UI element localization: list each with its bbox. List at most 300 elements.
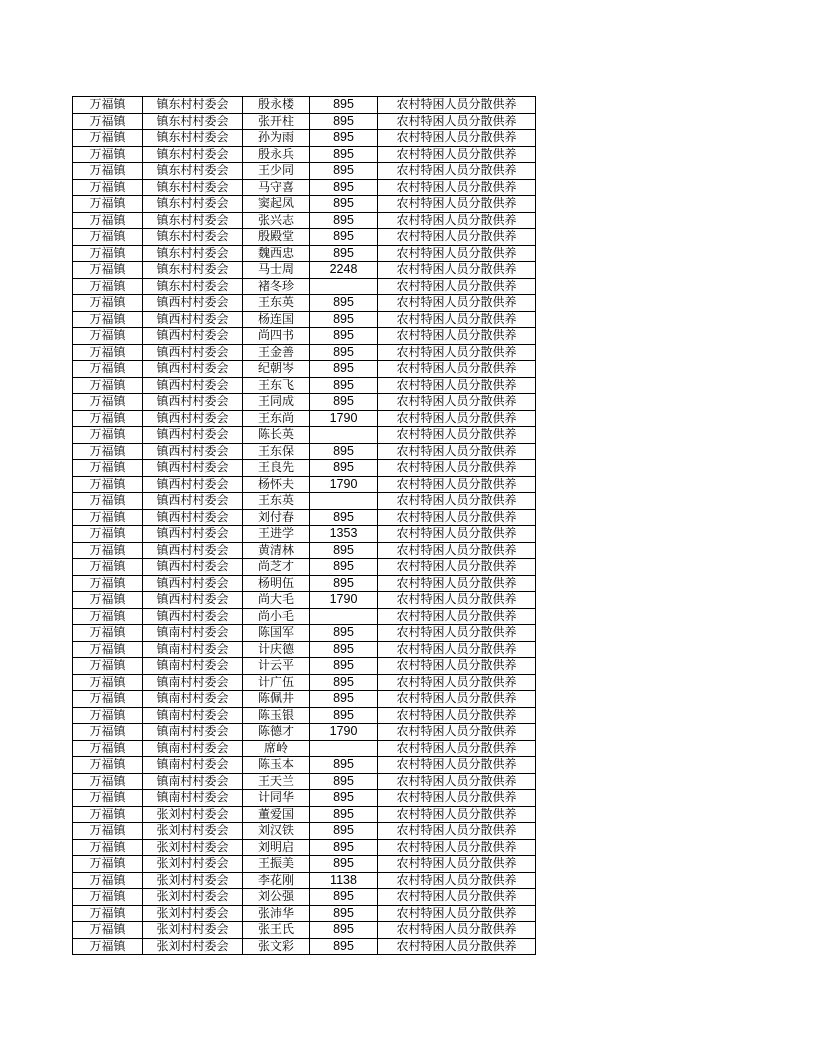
cell-town: 万福镇 xyxy=(73,262,143,279)
cell-category: 农村特困人员分散供养 xyxy=(378,724,536,741)
cell-category: 农村特困人员分散供养 xyxy=(378,905,536,922)
cell-town: 万福镇 xyxy=(73,278,143,295)
cell-category: 农村特困人员分散供养 xyxy=(378,460,536,477)
table-row xyxy=(73,641,536,658)
cell-village-committee: 镇西村村委会 xyxy=(143,592,243,609)
cell-village-committee: 张刘村村委会 xyxy=(143,922,243,939)
table-row xyxy=(73,377,536,394)
table-row xyxy=(73,278,536,295)
table-row xyxy=(73,130,536,147)
cell-town: 万福镇 xyxy=(73,344,143,361)
cell-town: 万福镇 xyxy=(73,740,143,757)
table-row xyxy=(73,740,536,757)
cell-person-name: 李花刚 xyxy=(243,872,310,889)
table-row xyxy=(73,311,536,328)
cell-person-name: 褚冬珍 xyxy=(243,278,310,295)
cell-amount: 895 xyxy=(310,806,378,823)
cell-person-name: 计庆德 xyxy=(243,641,310,658)
cell-category: 农村特困人员分散供养 xyxy=(378,163,536,180)
cell-village-committee: 张刘村村委会 xyxy=(143,872,243,889)
cell-town: 万福镇 xyxy=(73,113,143,130)
cell-town: 万福镇 xyxy=(73,757,143,774)
table-row xyxy=(73,427,536,444)
cell-person-name: 尚芝才 xyxy=(243,559,310,576)
cell-person-name: 董爱国 xyxy=(243,806,310,823)
cell-town: 万福镇 xyxy=(73,295,143,312)
cell-person-name: 马士周 xyxy=(243,262,310,279)
cell-amount: 895 xyxy=(310,856,378,873)
cell-amount: 895 xyxy=(310,361,378,378)
cell-village-committee: 镇东村村委会 xyxy=(143,130,243,147)
cell-town: 万福镇 xyxy=(73,889,143,906)
table-row xyxy=(73,806,536,823)
cell-amount: 895 xyxy=(310,97,378,114)
cell-person-name: 窦起凤 xyxy=(243,196,310,213)
cell-town: 万福镇 xyxy=(73,922,143,939)
cell-person-name: 张开柱 xyxy=(243,113,310,130)
cell-person-name: 马守喜 xyxy=(243,179,310,196)
cell-village-committee: 张刘村村委会 xyxy=(143,806,243,823)
cell-person-name: 杨怀夫 xyxy=(243,476,310,493)
cell-category: 农村特困人员分散供养 xyxy=(378,328,536,345)
cell-person-name: 刘明启 xyxy=(243,839,310,856)
cell-person-name: 殷永楼 xyxy=(243,97,310,114)
cell-town: 万福镇 xyxy=(73,641,143,658)
cell-village-committee: 张刘村村委会 xyxy=(143,839,243,856)
cell-category: 农村特困人员分散供养 xyxy=(378,542,536,559)
cell-category: 农村特困人员分散供养 xyxy=(378,559,536,576)
cell-town: 万福镇 xyxy=(73,509,143,526)
table-row xyxy=(73,146,536,163)
table-row xyxy=(73,542,536,559)
cell-town: 万福镇 xyxy=(73,542,143,559)
cell-village-committee: 镇南村村委会 xyxy=(143,707,243,724)
cell-village-committee: 镇东村村委会 xyxy=(143,179,243,196)
cell-person-name: 王良先 xyxy=(243,460,310,477)
cell-category: 农村特困人员分散供养 xyxy=(378,773,536,790)
cell-person-name: 王东英 xyxy=(243,295,310,312)
cell-category: 农村特困人员分散供养 xyxy=(378,922,536,939)
cell-amount xyxy=(310,740,378,757)
cell-category: 农村特困人员分散供养 xyxy=(378,196,536,213)
cell-village-committee: 镇东村村委会 xyxy=(143,212,243,229)
cell-person-name: 杨明伍 xyxy=(243,575,310,592)
cell-category: 农村特困人员分散供养 xyxy=(378,707,536,724)
table-row xyxy=(73,245,536,262)
cell-person-name: 刘公强 xyxy=(243,889,310,906)
table-row xyxy=(73,526,536,543)
cell-person-name: 王同成 xyxy=(243,394,310,411)
cell-village-committee: 镇西村村委会 xyxy=(143,410,243,427)
cell-amount: 895 xyxy=(310,196,378,213)
cell-town: 万福镇 xyxy=(73,575,143,592)
table-row xyxy=(73,410,536,427)
cell-amount: 1790 xyxy=(310,592,378,609)
cell-town: 万福镇 xyxy=(73,410,143,427)
cell-village-committee: 镇西村村委会 xyxy=(143,344,243,361)
cell-village-committee: 镇西村村委会 xyxy=(143,377,243,394)
cell-person-name: 魏西忠 xyxy=(243,245,310,262)
cell-town: 万福镇 xyxy=(73,179,143,196)
table-row xyxy=(73,295,536,312)
cell-town: 万福镇 xyxy=(73,724,143,741)
table-row xyxy=(73,344,536,361)
cell-person-name: 张兴志 xyxy=(243,212,310,229)
cell-town: 万福镇 xyxy=(73,427,143,444)
cell-town: 万福镇 xyxy=(73,245,143,262)
cell-amount: 1790 xyxy=(310,476,378,493)
cell-category: 农村特困人员分散供养 xyxy=(378,625,536,642)
cell-amount: 895 xyxy=(310,113,378,130)
cell-category: 农村特困人员分散供养 xyxy=(378,757,536,774)
cell-village-committee: 张刘村村委会 xyxy=(143,938,243,955)
cell-category: 农村特困人员分散供养 xyxy=(378,377,536,394)
cell-category: 农村特困人员分散供养 xyxy=(378,509,536,526)
cell-amount: 895 xyxy=(310,641,378,658)
cell-village-committee: 镇南村村委会 xyxy=(143,740,243,757)
table-row xyxy=(73,97,536,114)
cell-amount: 895 xyxy=(310,146,378,163)
cell-town: 万福镇 xyxy=(73,476,143,493)
cell-amount: 895 xyxy=(310,542,378,559)
cell-amount: 1138 xyxy=(310,872,378,889)
cell-amount: 895 xyxy=(310,938,378,955)
table-row xyxy=(73,922,536,939)
cell-person-name: 王东尚 xyxy=(243,410,310,427)
cell-town: 万福镇 xyxy=(73,823,143,840)
cell-town: 万福镇 xyxy=(73,773,143,790)
cell-person-name: 陈玉本 xyxy=(243,757,310,774)
cell-person-name: 纪朝岑 xyxy=(243,361,310,378)
table-row xyxy=(73,889,536,906)
cell-category: 农村特困人员分散供养 xyxy=(378,740,536,757)
cell-category: 农村特困人员分散供养 xyxy=(378,179,536,196)
cell-town: 万福镇 xyxy=(73,97,143,114)
cell-amount: 895 xyxy=(310,559,378,576)
cell-amount: 1790 xyxy=(310,410,378,427)
cell-town: 万福镇 xyxy=(73,526,143,543)
cell-village-committee: 镇东村村委会 xyxy=(143,196,243,213)
cell-village-committee: 镇西村村委会 xyxy=(143,427,243,444)
cell-amount: 895 xyxy=(310,889,378,906)
cell-category: 农村特困人员分散供养 xyxy=(378,823,536,840)
cell-town: 万福镇 xyxy=(73,377,143,394)
table-row xyxy=(73,460,536,477)
cell-category: 农村特困人员分散供养 xyxy=(378,394,536,411)
cell-amount: 895 xyxy=(310,212,378,229)
cell-amount: 895 xyxy=(310,130,378,147)
cell-person-name: 席岭 xyxy=(243,740,310,757)
cell-village-committee: 镇南村村委会 xyxy=(143,724,243,741)
cell-town: 万福镇 xyxy=(73,163,143,180)
cell-town: 万福镇 xyxy=(73,806,143,823)
table-row xyxy=(73,856,536,873)
cell-category: 农村特困人员分散供养 xyxy=(378,575,536,592)
cell-person-name: 王振美 xyxy=(243,856,310,873)
cell-town: 万福镇 xyxy=(73,790,143,807)
cell-amount: 895 xyxy=(310,443,378,460)
cell-category: 农村特困人员分散供养 xyxy=(378,938,536,955)
cell-person-name: 尚四书 xyxy=(243,328,310,345)
cell-town: 万福镇 xyxy=(73,361,143,378)
cell-town: 万福镇 xyxy=(73,229,143,246)
cell-amount: 895 xyxy=(310,344,378,361)
cell-category: 农村特困人员分散供养 xyxy=(378,229,536,246)
cell-town: 万福镇 xyxy=(73,460,143,477)
cell-village-committee: 镇南村村委会 xyxy=(143,773,243,790)
cell-amount: 895 xyxy=(310,163,378,180)
cell-amount: 895 xyxy=(310,509,378,526)
cell-person-name: 黄清林 xyxy=(243,542,310,559)
cell-category: 农村特困人员分散供养 xyxy=(378,872,536,889)
cell-person-name: 殷永兵 xyxy=(243,146,310,163)
cell-person-name: 尚大毛 xyxy=(243,592,310,609)
table-row xyxy=(73,823,536,840)
cell-category: 农村特困人员分散供养 xyxy=(378,493,536,510)
cell-village-committee: 镇南村村委会 xyxy=(143,790,243,807)
relief-roster-table xyxy=(72,96,536,955)
cell-person-name: 刘汉铁 xyxy=(243,823,310,840)
table-row xyxy=(73,592,536,609)
cell-amount: 1790 xyxy=(310,724,378,741)
cell-amount xyxy=(310,278,378,295)
cell-amount xyxy=(310,608,378,625)
cell-amount: 895 xyxy=(310,229,378,246)
table-row xyxy=(73,509,536,526)
table-row xyxy=(73,493,536,510)
cell-village-committee: 镇西村村委会 xyxy=(143,575,243,592)
cell-village-committee: 镇东村村委会 xyxy=(143,97,243,114)
cell-town: 万福镇 xyxy=(73,559,143,576)
cell-category: 农村特困人员分散供养 xyxy=(378,806,536,823)
cell-village-committee: 镇西村村委会 xyxy=(143,361,243,378)
cell-town: 万福镇 xyxy=(73,443,143,460)
cell-town: 万福镇 xyxy=(73,212,143,229)
cell-category: 农村特困人员分散供养 xyxy=(378,443,536,460)
cell-village-committee: 镇东村村委会 xyxy=(143,278,243,295)
table-row xyxy=(73,938,536,955)
cell-person-name: 杨连国 xyxy=(243,311,310,328)
cell-amount: 895 xyxy=(310,460,378,477)
cell-person-name: 殷殿堂 xyxy=(243,229,310,246)
cell-person-name: 陈德才 xyxy=(243,724,310,741)
cell-category: 农村特困人员分散供养 xyxy=(378,295,536,312)
table-row xyxy=(73,905,536,922)
table-row xyxy=(73,113,536,130)
cell-category: 农村特困人员分散供养 xyxy=(378,130,536,147)
cell-village-committee: 镇西村村委会 xyxy=(143,394,243,411)
cell-category: 农村特困人员分散供养 xyxy=(378,839,536,856)
table-row xyxy=(73,179,536,196)
cell-amount: 895 xyxy=(310,905,378,922)
cell-person-name: 王金善 xyxy=(243,344,310,361)
cell-amount: 895 xyxy=(310,707,378,724)
cell-town: 万福镇 xyxy=(73,839,143,856)
cell-amount xyxy=(310,493,378,510)
cell-person-name: 张沛华 xyxy=(243,905,310,922)
cell-town: 万福镇 xyxy=(73,938,143,955)
cell-category: 农村特困人员分散供养 xyxy=(378,97,536,114)
table-row xyxy=(73,328,536,345)
table-row xyxy=(73,773,536,790)
cell-person-name: 王东英 xyxy=(243,493,310,510)
cell-town: 万福镇 xyxy=(73,493,143,510)
cell-person-name: 王天兰 xyxy=(243,773,310,790)
cell-village-committee: 镇西村村委会 xyxy=(143,526,243,543)
cell-town: 万福镇 xyxy=(73,856,143,873)
cell-village-committee: 镇南村村委会 xyxy=(143,641,243,658)
cell-town: 万福镇 xyxy=(73,625,143,642)
cell-village-committee: 镇南村村委会 xyxy=(143,658,243,675)
cell-village-committee: 张刘村村委会 xyxy=(143,889,243,906)
cell-person-name: 计广伍 xyxy=(243,674,310,691)
cell-amount: 895 xyxy=(310,295,378,312)
cell-category: 农村特困人员分散供养 xyxy=(378,410,536,427)
cell-category: 农村特困人员分散供养 xyxy=(378,427,536,444)
cell-amount: 895 xyxy=(310,394,378,411)
cell-person-name: 张王氏 xyxy=(243,922,310,939)
cell-category: 农村特困人员分散供养 xyxy=(378,311,536,328)
table-row xyxy=(73,872,536,889)
table-row xyxy=(73,361,536,378)
cell-village-committee: 镇东村村委会 xyxy=(143,245,243,262)
cell-category: 农村特困人员分散供养 xyxy=(378,889,536,906)
cell-town: 万福镇 xyxy=(73,674,143,691)
cell-town: 万福镇 xyxy=(73,707,143,724)
cell-town: 万福镇 xyxy=(73,394,143,411)
cell-person-name: 陈佩井 xyxy=(243,691,310,708)
cell-person-name: 孙为雨 xyxy=(243,130,310,147)
cell-category: 农村特困人员分散供养 xyxy=(378,526,536,543)
cell-village-committee: 镇西村村委会 xyxy=(143,476,243,493)
cell-category: 农村特困人员分散供养 xyxy=(378,344,536,361)
cell-amount: 895 xyxy=(310,625,378,642)
cell-category: 农村特困人员分散供养 xyxy=(378,790,536,807)
cell-town: 万福镇 xyxy=(73,196,143,213)
cell-village-committee: 镇西村村委会 xyxy=(143,559,243,576)
table-row xyxy=(73,674,536,691)
cell-town: 万福镇 xyxy=(73,328,143,345)
cell-village-committee: 镇东村村委会 xyxy=(143,262,243,279)
cell-amount: 895 xyxy=(310,328,378,345)
cell-category: 农村特困人员分散供养 xyxy=(378,691,536,708)
cell-person-name: 刘付春 xyxy=(243,509,310,526)
cell-amount: 895 xyxy=(310,691,378,708)
cell-village-committee: 张刘村村委会 xyxy=(143,823,243,840)
table-row xyxy=(73,212,536,229)
cell-category: 农村特困人员分散供养 xyxy=(378,592,536,609)
cell-town: 万福镇 xyxy=(73,872,143,889)
table-row xyxy=(73,790,536,807)
cell-category: 农村特困人员分散供养 xyxy=(378,278,536,295)
table-row xyxy=(73,608,536,625)
cell-amount: 2248 xyxy=(310,262,378,279)
table-row xyxy=(73,625,536,642)
cell-amount: 895 xyxy=(310,658,378,675)
table-row xyxy=(73,724,536,741)
cell-category: 农村特困人员分散供养 xyxy=(378,113,536,130)
cell-village-committee: 镇西村村委会 xyxy=(143,311,243,328)
table-row xyxy=(73,658,536,675)
table-row xyxy=(73,559,536,576)
cell-person-name: 张文彩 xyxy=(243,938,310,955)
cell-town: 万福镇 xyxy=(73,608,143,625)
cell-amount: 895 xyxy=(310,839,378,856)
cell-village-committee: 镇东村村委会 xyxy=(143,113,243,130)
cell-village-committee: 镇西村村委会 xyxy=(143,443,243,460)
relief-roster-body xyxy=(73,97,536,955)
cell-village-committee: 镇西村村委会 xyxy=(143,608,243,625)
cell-village-committee: 镇南村村委会 xyxy=(143,674,243,691)
cell-category: 农村特困人员分散供养 xyxy=(378,262,536,279)
cell-amount: 895 xyxy=(310,823,378,840)
cell-category: 农村特困人员分散供养 xyxy=(378,212,536,229)
cell-village-committee: 镇南村村委会 xyxy=(143,691,243,708)
cell-amount: 895 xyxy=(310,674,378,691)
cell-town: 万福镇 xyxy=(73,146,143,163)
cell-town: 万福镇 xyxy=(73,592,143,609)
cell-village-committee: 镇西村村委会 xyxy=(143,493,243,510)
cell-town: 万福镇 xyxy=(73,691,143,708)
table-row xyxy=(73,262,536,279)
table-row xyxy=(73,476,536,493)
cell-village-committee: 镇东村村委会 xyxy=(143,229,243,246)
cell-person-name: 王东保 xyxy=(243,443,310,460)
cell-village-committee: 镇东村村委会 xyxy=(143,146,243,163)
table-row xyxy=(73,691,536,708)
cell-amount: 895 xyxy=(310,757,378,774)
cell-amount: 895 xyxy=(310,575,378,592)
table-row xyxy=(73,839,536,856)
cell-category: 农村特困人员分散供养 xyxy=(378,658,536,675)
cell-category: 农村特困人员分散供养 xyxy=(378,476,536,493)
cell-person-name: 陈玉银 xyxy=(243,707,310,724)
cell-person-name: 陈国军 xyxy=(243,625,310,642)
cell-category: 农村特困人员分散供养 xyxy=(378,245,536,262)
table-row xyxy=(73,443,536,460)
table-row xyxy=(73,229,536,246)
cell-town: 万福镇 xyxy=(73,658,143,675)
cell-amount: 895 xyxy=(310,311,378,328)
cell-town: 万福镇 xyxy=(73,905,143,922)
cell-category: 农村特困人员分散供养 xyxy=(378,608,536,625)
table-row xyxy=(73,394,536,411)
cell-amount: 1353 xyxy=(310,526,378,543)
cell-town: 万福镇 xyxy=(73,130,143,147)
table-row xyxy=(73,196,536,213)
cell-village-committee: 镇西村村委会 xyxy=(143,295,243,312)
cell-amount: 895 xyxy=(310,790,378,807)
cell-person-name: 尚小毛 xyxy=(243,608,310,625)
cell-town: 万福镇 xyxy=(73,311,143,328)
cell-person-name: 计云平 xyxy=(243,658,310,675)
cell-village-committee: 张刘村村委会 xyxy=(143,905,243,922)
cell-category: 农村特困人员分散供养 xyxy=(378,674,536,691)
table-row xyxy=(73,757,536,774)
cell-person-name: 王进学 xyxy=(243,526,310,543)
cell-village-committee: 镇东村村委会 xyxy=(143,163,243,180)
cell-person-name: 王少同 xyxy=(243,163,310,180)
cell-amount: 895 xyxy=(310,377,378,394)
cell-person-name: 王东飞 xyxy=(243,377,310,394)
cell-amount: 895 xyxy=(310,245,378,262)
cell-amount: 895 xyxy=(310,773,378,790)
cell-amount xyxy=(310,427,378,444)
cell-village-committee: 镇西村村委会 xyxy=(143,542,243,559)
cell-amount: 895 xyxy=(310,922,378,939)
cell-category: 农村特困人员分散供养 xyxy=(378,146,536,163)
cell-category: 农村特困人员分散供养 xyxy=(378,641,536,658)
